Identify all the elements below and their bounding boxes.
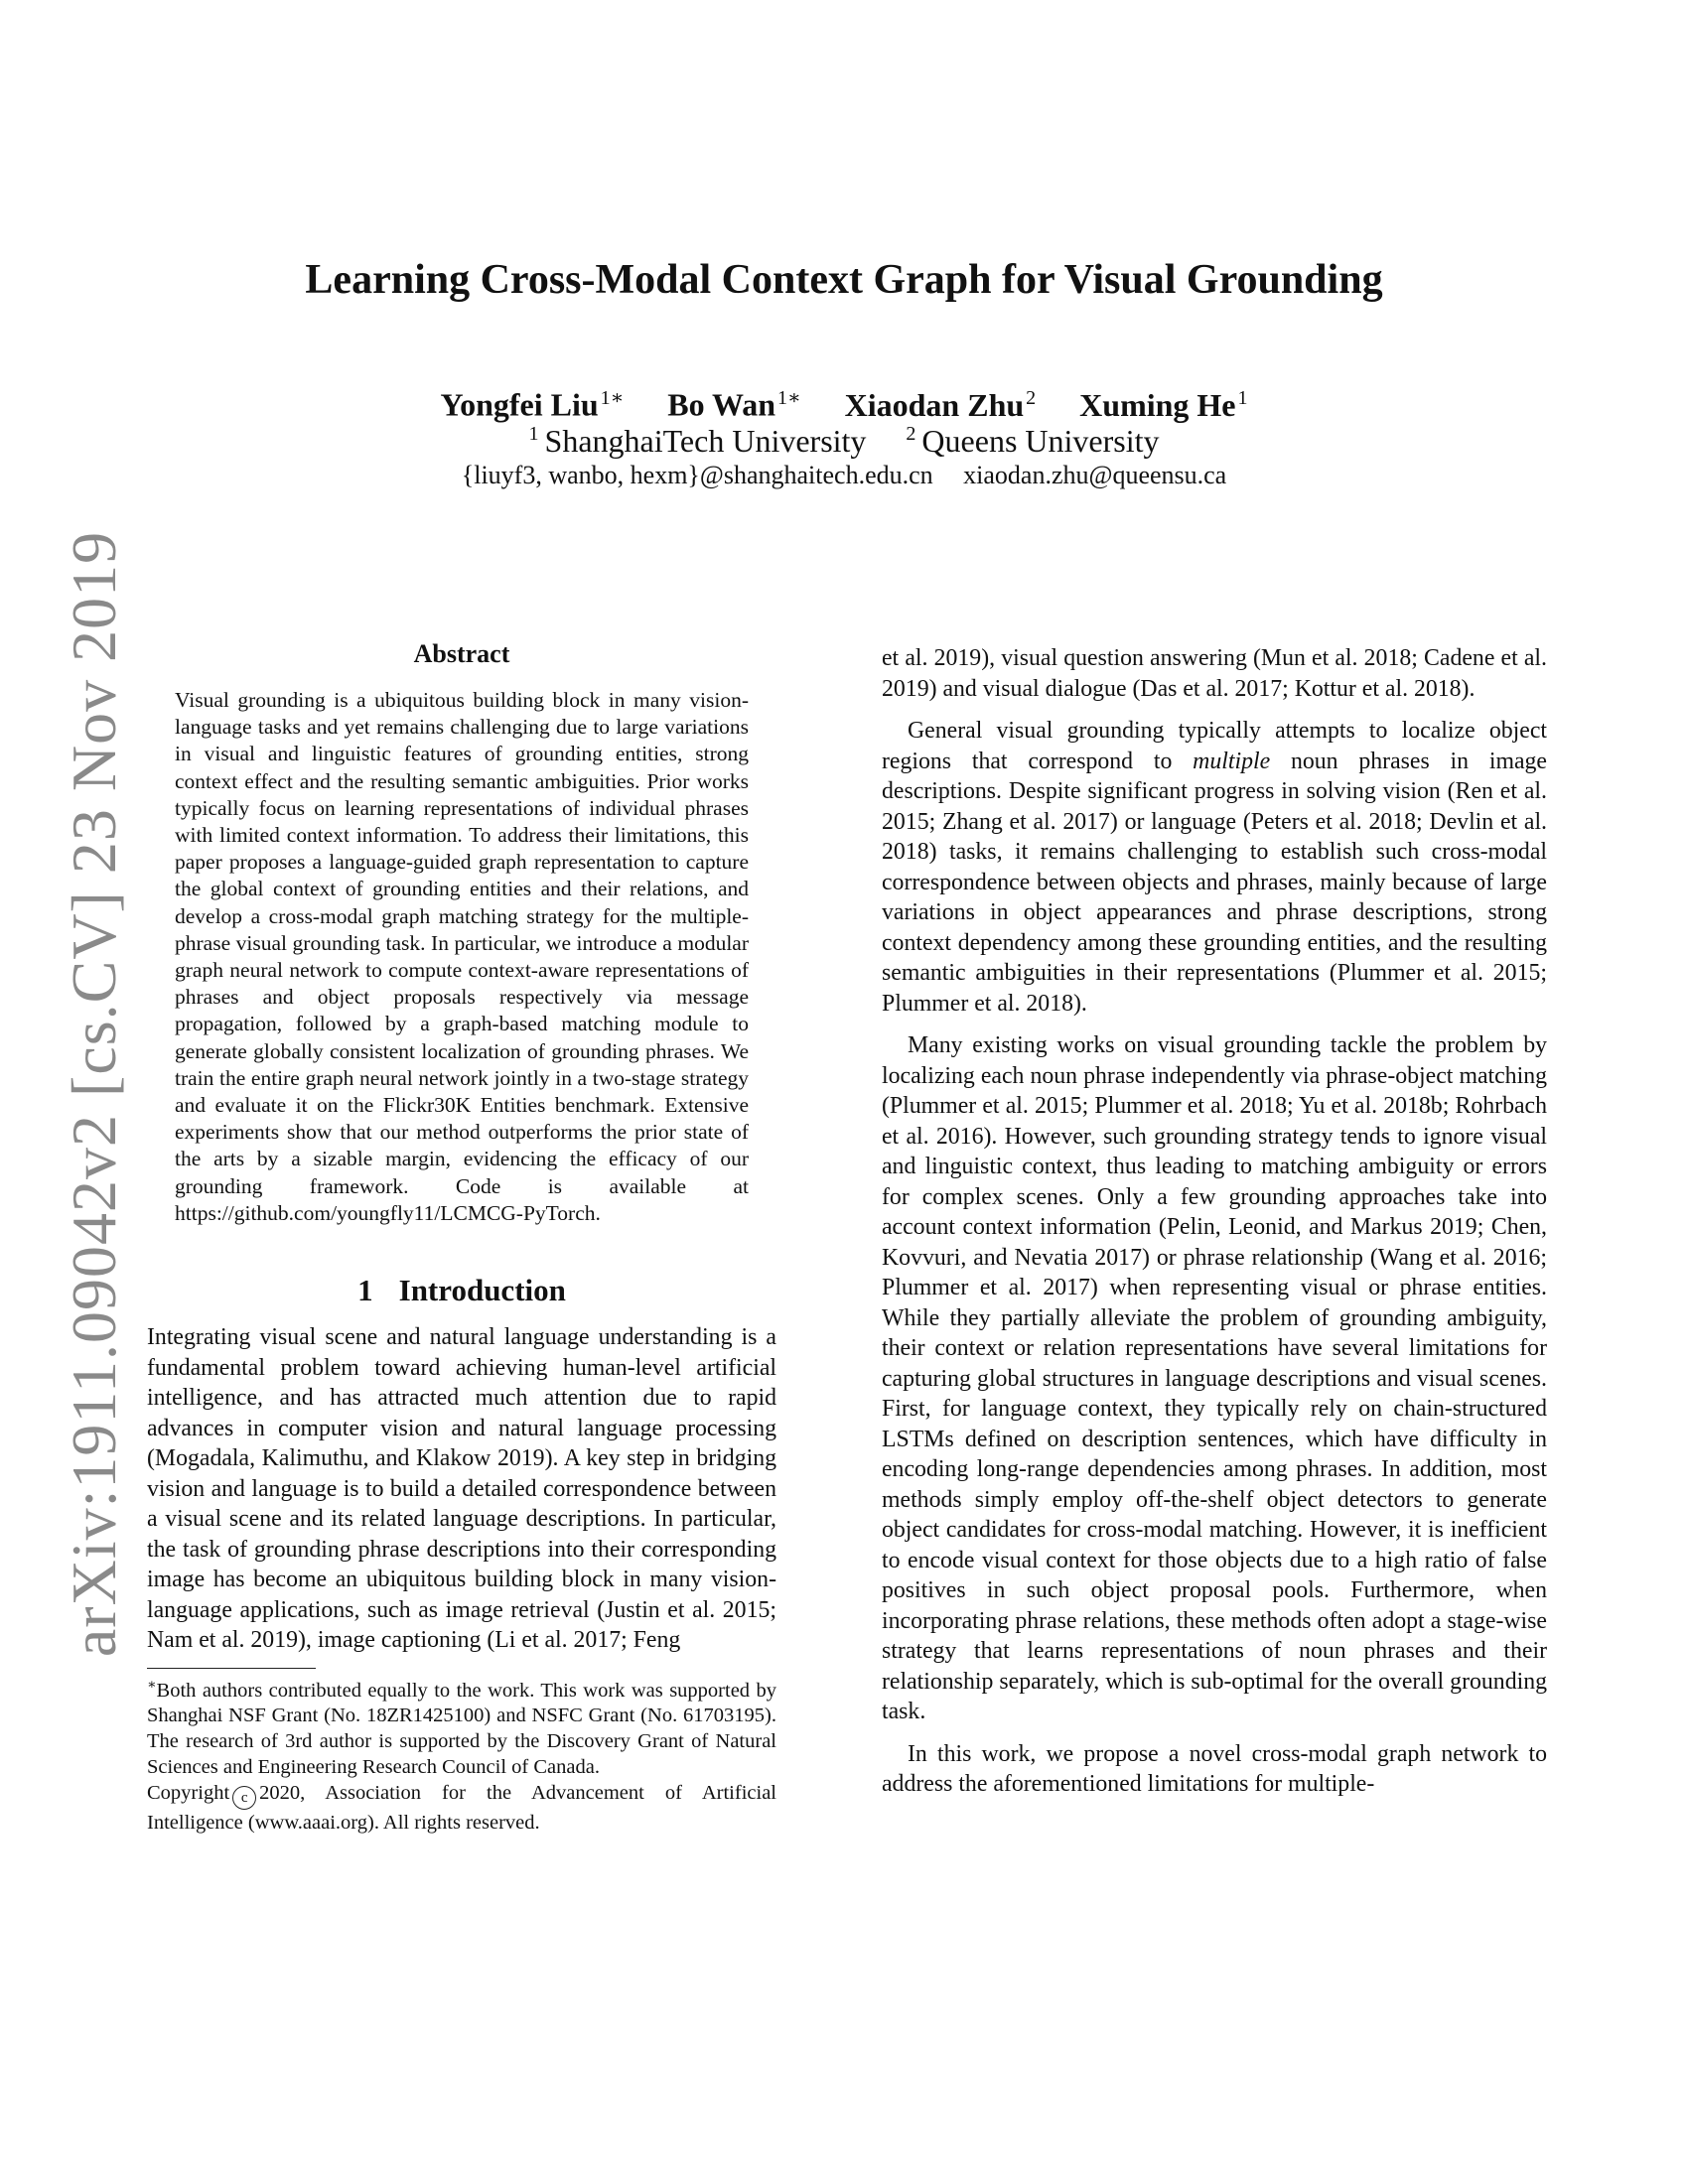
author-name: Yongfei Liu [440,386,599,423]
footnote-rule [147,1668,316,1669]
intro-paragraph: Integrating visual scene and natural language understanding is a fundamental problem toward achieving human-level artificial intelligence, and has attracted much attention due to rapid advances in computer vision and natural language processing (Mogadala, Kalimuthu, and Klakow 2019). A key step in bridging vision and language is to build a detailed correspondence between a visual scene and its related language descriptions. In particular, the task of grounding phrase descriptions into their corresponding image has become an ubiquitous building block in many vision-language applications, such as image retrieval (Justin et al. 2015; Nam et al. 2019), image captioning (Li et al. 2017; Feng [147,1324,776,1654]
author-mark: 1 [1237,387,1248,409]
copyright-notice [147,1780,776,1836]
abstract-heading: Abstract [413,639,510,668]
body-paragraph: Many existing works on visual grounding tackle the problem by localizing each noun phrase independently via phrase-object matching (Plummer et al. 2015; Plummer et al. 2018; Yu et al. 2018b; Rohrbach et al. 2016). However, such grounding strategy tends to ignore visual and linguistic context, thus leading to matching ambiguity or errors for complex scenes. Only a few grounding approaches take into account context information (Pelin, Leonid, and Markus 2019; Chen, Kovvuri, and Nevatia 2017) or phrase relationship (Wang et al. 2016; Plummer et al. 2017) when representing visual or phrase entities. While they partially alleviate the problem of grounding ambiguity, their context or relation representations have several limitations for capturing global structures in language descriptions and visual scenes. First, for language context, they typically rely on chain-structured LSTMs defined on description sentences, which have difficulty in encoding long-range dependencies among phrases. In addition, most methods simply employ off-the-shelf object detectors to generate object candidates for cross-modal matching. However, it is inefficient to encode visual context for those objects due to a high ratio of false positives in such object proposal pools. Furthermore, when incorporating phrase relations, these methods often adopt a stage-wise strategy that learns representations of noun phrases and their relationship separately, which is sub-optimal for the overall grounding task. [882,1032,1547,1724]
email: xiaodan.zhu@queensu.ca [963,461,1227,489]
paper-title: Learning Cross-Modal Context Graph for Visual Grounding [305,257,1383,303]
copyright-prefix: Copyright [147,1782,230,1805]
section-title: Introduction [398,1273,566,1308]
arxiv-stamp: arXiv:1911.09042v2 [cs.CV] 23 Nov 2019 [59,530,129,1658]
author [1079,387,1247,424]
author [441,385,625,424]
paragraph-text: noun phrases in image descriptions. Despite significant progress in solving vision (Ren et al. 2015; Zhang et al. 2017) or language (Peters et al. 2018; Devlin et al. 2018) tasks, it remains challenging to establish such cross-modal correspondence between objects and phrases, mainly because of large variations in object appearances and phrase descriptions, strong context dependency among these grounding entities, and the resulting semantic ambiguities in their representations (Plummer et al. 2015; Plummer et al. 2018). [882,748,1547,1017]
author [845,387,1037,424]
affiliation-list [0,423,1688,460]
copyright-text: 2020, Association for the Advancement of Artificial Intelligence (www.aaai.org). All rights reserved. [147,1782,776,1835]
affiliation-name: ShanghaiTech University [544,423,867,459]
author-mark: 1∗ [777,387,801,409]
right-column [882,643,1547,1812]
footnote-mark: ∗ [147,1677,157,1693]
author-mark: 2 [1026,387,1037,409]
footnote-text: Both authors contributed equally to the work. This work was supported by Shanghai NSF Grant (No. 18ZR1425100) and NSFC Grant (No. 61703195). The research of 3rd author is supported by the Discovery Grant of Natural Sciences and Engineering Research Council of Canada. [147,1679,776,1779]
author [667,385,800,424]
author-list [0,385,1688,424]
abstract-text: Visual grounding is a ubiquitous building block in many vision-language tasks and yet remains challenging due to large variations in visual and linguistic features of grounding entities, strong context effect and the resulting semantic ambiguities. Prior works typically focus on learning representations of individual phrases with limited context information. To address their limitations, this paper proposes a language-guided graph representation to capture the global context of grounding entities and their relations, and develop a cross-modal graph matching strategy for the multiple-phrase visual grounding task. In particular, we introduce a modular graph neural network to compute context-aware representations of phrases and object proposals respectively via message propagation, followed by a graph-based matching module to generate globally consistent localization of grounding phrases. We train the entire graph neural network jointly in a two-stage strategy and evaluate it on the Flickr30K Entities benchmark. Extensive experiments show that our method outperforms the prior state of the arts by a sizable margin, evidencing the efficacy of our grounding framework. Code is available at https://github.com/youngfly11/LCMCG-PyTorch. [175,688,749,1225]
affiliation-name: Queens University [921,423,1160,459]
email: {liuyf3, wanbo, hexm}@shanghaitech.edu.cn [461,461,933,489]
copyright-icon: c [232,1786,256,1810]
affiliation [906,423,1159,460]
emphasized-word: multiple [1193,748,1271,774]
affiliation [529,423,867,460]
paragraph-text: General visual grounding typically attempts to localize object regions that correspond to [882,718,1547,774]
body-paragraph: In this work, we propose a novel cross-modal graph network to address the aforementioned limitations for multiple- [882,1740,1547,1797]
body-paragraph: et al. 2019), visual question answering (Mun et al. 2018; Cadene et al. 2019) and visual dialogue (Das et al. 2017; Kottur et al. 2018). [882,645,1547,702]
author-name: Xuming He [1079,386,1236,423]
footnote [147,1673,776,1781]
author-mark: 1∗ [600,387,625,409]
body-paragraph [882,716,1547,1019]
section-heading [147,1273,776,1308]
email-list [0,461,1688,490]
affiliation-mark: 1 [528,423,539,446]
left-column [147,639,776,1836]
section-number: 1 [357,1273,373,1308]
author-name: Bo Wan [667,386,776,423]
affiliation-mark: 2 [906,423,916,446]
author-name: Xiaodan Zhu [844,386,1025,423]
